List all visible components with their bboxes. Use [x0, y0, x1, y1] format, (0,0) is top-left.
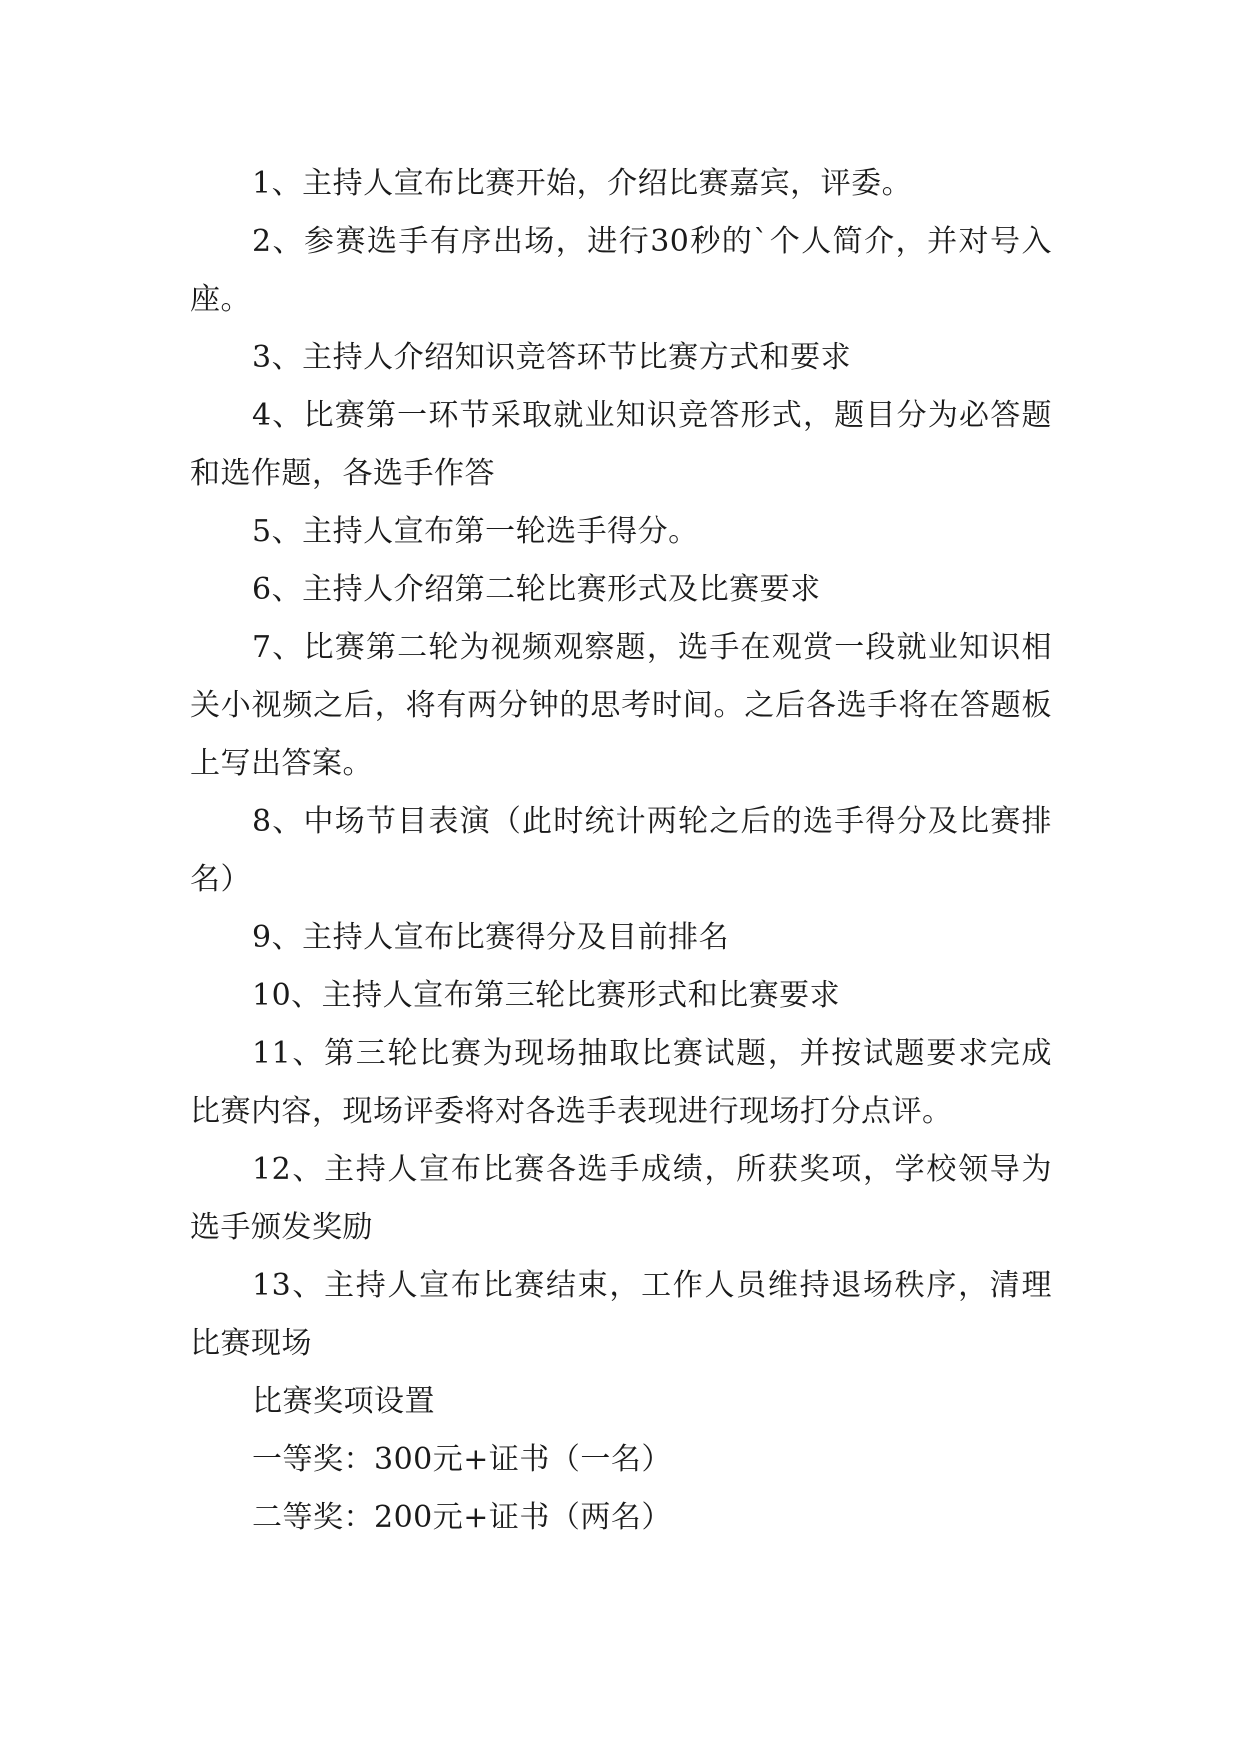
paragraph-step-13: 13、主持人宣布比赛结束，工作人员维持退场秩序，清理比赛现场	[190, 1268, 1052, 1361]
paragraph-step-2: 2、参赛选手有序出场，进行30秒的`个人简介，并对号入座。	[190, 224, 1052, 317]
award-first-prize: 一等奖：300元+证书（一名）	[252, 1442, 672, 1477]
paragraph-step-5: 5、主持人宣布第一轮选手得分。	[252, 514, 699, 549]
awards-heading: 比赛奖项设置	[252, 1384, 435, 1419]
paragraph-step-11: 11、第三轮比赛为现场抽取比赛试题，并按试题要求完成比赛内容，现场评委将对各选手表现进行现场打分点评。	[190, 1036, 1052, 1129]
paragraph-step-8: 8、中场节目表演（此时统计两轮之后的选手得分及比赛排名）	[190, 804, 1052, 897]
paragraph-step-4: 4、比赛第一环节采取就业知识竞答形式，题目分为必答题和选作题，各选手作答	[190, 398, 1052, 491]
document-body	[190, 155, 1052, 1547]
paragraph-step-10: 10、主持人宣布第三轮比赛形式和比赛要求	[252, 978, 841, 1013]
paragraph-step-1: 1、主持人宣布比赛开始，介绍比赛嘉宾，评委。	[252, 166, 913, 201]
paragraph-step-12: 12、主持人宣布比赛各选手成绩，所获奖项，学校领导为选手颁发奖励	[190, 1152, 1052, 1245]
paragraph-step-6: 6、主持人介绍第二轮比赛形式及比赛要求	[252, 572, 821, 607]
award-second-prize: 二等奖：200元+证书（两名）	[252, 1500, 672, 1535]
paragraph-step-7: 7、比赛第二轮为视频观察题，选手在观赏一段就业知识相关小视频之后，将有两分钟的思考时间。之后各选手将在答题板上写出答案。	[190, 630, 1052, 781]
paragraph-step-9: 9、主持人宣布比赛得分及目前排名	[252, 920, 730, 955]
paragraph-step-3: 3、主持人介绍知识竞答环节比赛方式和要求	[252, 340, 852, 375]
